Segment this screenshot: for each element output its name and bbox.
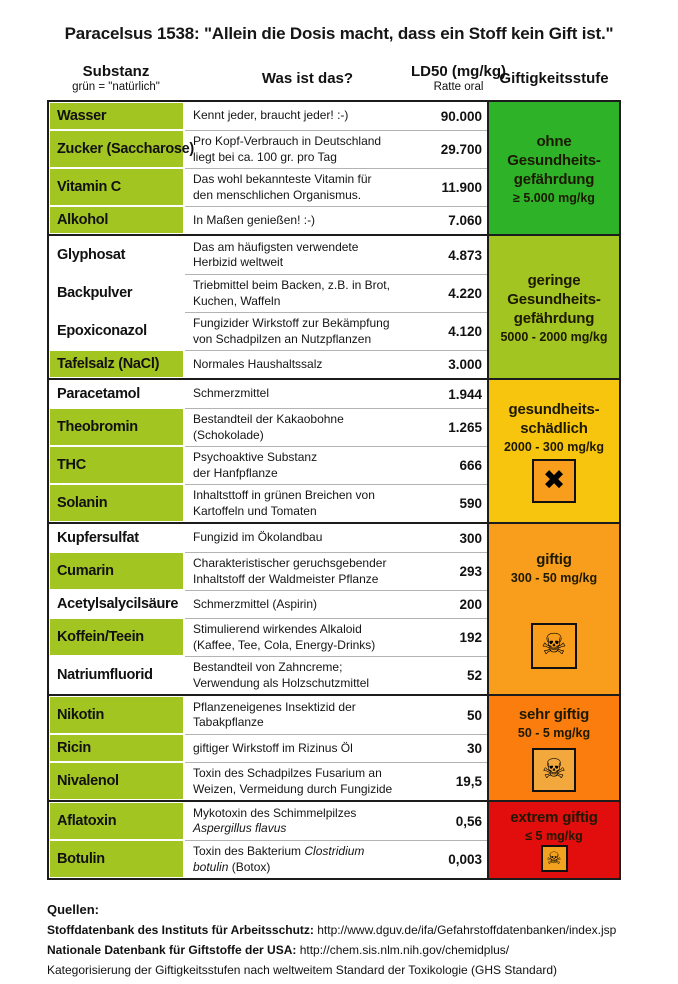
substance-cell: Acetylsalycilsäure — [57, 596, 179, 612]
ld50-value: 52 — [430, 656, 487, 694]
description-cell — [185, 408, 430, 446]
description-cell — [185, 350, 430, 378]
toxicity-group — [49, 522, 619, 694]
ld50-value: 29.700 — [430, 130, 487, 168]
description-cell — [185, 762, 430, 800]
sources-section — [47, 900, 658, 980]
category-label: giftig — [536, 550, 572, 568]
ld50-value: 1.265 — [430, 408, 487, 446]
ld50-value: 90.000 — [440, 108, 482, 124]
description-line: Schmerzmittel (Aspirin) — [193, 596, 318, 611]
category-range: 5000 - 2000 mg/kg — [500, 329, 608, 344]
substance-cell: THC — [50, 447, 183, 483]
description-line: Psychoaktive Substanz — [193, 450, 318, 464]
description-line: Mykotoxin des Schimmelpilzes — [193, 805, 357, 820]
substance-cell: Natriumfluorid — [57, 667, 153, 683]
ld50-value: 30 — [430, 734, 487, 762]
skull-glyph: ☠ — [541, 754, 567, 784]
column-header-ld50 — [411, 58, 507, 98]
description-line: Fungizider Wirkstoff zur Bekämpfung — [193, 316, 390, 330]
page-title: Paracelsus 1538: "Allein die Dosis macht, dass ein Stoff kein Gift ist." — [64, 24, 614, 43]
description-line: Herbizid weltweit — [193, 255, 284, 269]
source-label: Nationale Datenbank für Giftstoffe der USA: — [47, 943, 297, 957]
description-line: Das wohl bekannteste Vitamin für — [193, 172, 372, 186]
source-line — [47, 920, 658, 940]
category-label: geringe Gesundheits- gefährdung — [507, 271, 601, 327]
substance-cell: Koffein/Teein — [50, 619, 183, 655]
category-range: ≥ 5.000 mg/kg — [513, 190, 595, 205]
substance-cell: Aflatoxin — [50, 803, 183, 839]
substance-header-note: grün = "natürlich" — [72, 81, 160, 93]
what-header-label: Was ist das? — [261, 69, 354, 87]
description-line: Inhaltsttoff in grünen Breichen von — [193, 488, 375, 502]
description-cell — [185, 312, 430, 350]
substance-cell: Zucker (Saccharose) — [50, 131, 183, 167]
description-line: Toxin des Bakterium Clostridium — [193, 844, 365, 858]
description-line: der Hanfpflanze — [193, 465, 278, 480]
toxicity-category-cell — [487, 802, 619, 878]
description-cell — [185, 618, 430, 656]
substance-cell: Vitamin C — [50, 169, 183, 205]
description-line: giftiger Wirkstoff im Rizinus Öl — [193, 740, 353, 755]
description-cell — [185, 206, 430, 234]
category-range: 2000 - 300 mg/kg — [503, 439, 605, 454]
category-range: 300 - 50 mg/kg — [510, 570, 598, 585]
description-line: botulin (Botox) — [193, 859, 271, 874]
description-line: Charakteristischer geruchsgebender — [193, 556, 387, 570]
description-line: Kuchen, Waffeln — [193, 293, 281, 308]
description-line: Kennt jeder, braucht jeder! :-) — [193, 108, 349, 123]
substance-header-label: Substanz — [82, 63, 150, 80]
description-line: In Maßen genießen! :-) — [193, 212, 316, 227]
ld50-table — [47, 100, 621, 880]
species-name: Aspergillus flavus — [193, 821, 287, 835]
description-line: Inhaltstoff der Waldmeister Pflanze — [193, 571, 379, 586]
substance-cell: Backpulver — [57, 285, 133, 301]
description-line: den menschlichen Organismus. — [193, 187, 362, 202]
category-range: 50 - 5 mg/kg — [517, 725, 591, 740]
category-range: ≤ 5 mg/kg — [525, 829, 583, 843]
description-cell — [185, 168, 430, 206]
description-cell — [185, 840, 430, 878]
cross-glyph: ✖ — [542, 465, 566, 495]
description-line: Weizen, Vermeidung durch Fungizide — [193, 781, 393, 796]
description-line: (Schokolade) — [193, 427, 264, 442]
ld50-value: 590 — [430, 484, 487, 522]
description-cell — [185, 484, 430, 522]
species-name: Clostridium — [304, 844, 365, 858]
description-cell — [185, 802, 430, 840]
description-line: Das am häufigsten verwendete — [193, 239, 359, 254]
toxicity-group — [49, 800, 619, 878]
description-line: Fungizid im Ökolandbau — [193, 530, 323, 545]
description-cell — [185, 524, 430, 552]
ld50-value: 192 — [430, 618, 487, 656]
category-label: gesundheits- schädlich — [508, 400, 600, 437]
description-line: Bestandteil von Zahncreme; — [193, 660, 343, 674]
ld50-value: 7.060 — [430, 206, 487, 234]
substance-cell: Cumarin — [50, 553, 183, 589]
sources-heading: Quellen: — [47, 902, 100, 917]
description-line: Schmerzmittel — [193, 386, 270, 401]
ld50-header-note: Ratte oral — [433, 81, 484, 93]
description-cell — [185, 102, 430, 130]
substance-cell: Wasser — [50, 103, 183, 129]
description-line — [193, 821, 426, 837]
toxicity-category-cell — [487, 236, 619, 378]
ld50-value: 19,5 — [430, 762, 487, 800]
description-cell — [185, 236, 430, 274]
ld50-value: 200 — [430, 590, 487, 618]
species-name: botulin — [193, 859, 229, 874]
description-cell — [185, 696, 430, 734]
toxicity-category-cell — [487, 524, 619, 694]
source-url: http://chem.sis.nlm.nih.gov/chemidplus/ — [296, 943, 510, 957]
description-line: Pflanzeneigenes Insektizid der — [193, 699, 356, 714]
substance-cell: Nivalenol — [50, 763, 183, 799]
substance-cell: Botulin — [50, 841, 183, 877]
ld50-value: 4.120 — [430, 312, 487, 350]
substance-cell: Solanin — [50, 485, 183, 521]
ld50-value: 293 — [430, 552, 487, 590]
toxicity-group — [49, 234, 619, 378]
ld50-header-label: LD50 (mg/kg) — [411, 63, 507, 80]
toxicity-group — [49, 694, 619, 800]
skull-crossbones-icon — [531, 623, 577, 669]
description-line: Pro Kopf-Verbrauch in Deutschland — [193, 134, 382, 148]
substance-cell: Epoxiconazol — [57, 323, 147, 339]
ld50-value: 0,56 — [455, 813, 482, 829]
ld50-value: 4.873 — [448, 247, 482, 263]
source-label: Stoffdatenbank des Instituts für Arbeitsschutz: — [47, 923, 314, 937]
skull-crossbones-icon — [541, 845, 568, 872]
column-header-substance — [47, 58, 185, 98]
substance-cell: Glyphosat — [57, 247, 126, 263]
description-line: Triebmittel beim Backen, z.B. in Brot, — [193, 278, 390, 292]
description-line: (Kaffee, Tee, Cola, Energy-Drinks) — [193, 637, 376, 652]
harmful-cross-icon — [532, 459, 576, 503]
description-line: Bestandteil der Kakaobohne — [193, 412, 344, 426]
description-line: von Schadpilzen an Nutzpflanzen — [193, 331, 372, 346]
description-cell — [185, 380, 430, 408]
substance-cell: Tafelsalz (NaCl) — [50, 351, 183, 377]
description-cell — [185, 446, 430, 484]
description-line: Tabakpflanze — [193, 715, 264, 729]
description-line: Toxin des Schadpilzes Fusarium an — [193, 766, 382, 780]
description-line: Normales Haushaltssalz — [193, 356, 323, 371]
skull-crossbones-icon — [532, 748, 576, 792]
description-cell — [185, 656, 430, 694]
category-label: ohne Gesundheits- gefährdung — [507, 132, 601, 188]
toxicity-category-cell — [487, 380, 619, 522]
infographic-page — [0, 24, 678, 984]
skull-glyph: ☠ — [546, 849, 562, 868]
description-cell — [185, 130, 430, 168]
toxicity-header-label: Giftigkeitsstufe — [499, 69, 609, 87]
skull-glyph: ☠ — [541, 629, 567, 661]
ld50-value: 666 — [430, 446, 487, 484]
toxicity-category-cell — [487, 102, 619, 234]
sources-note: Kategorisierung der Giftigkeitsstufen nach weltweitem Standard der Toxikologie (GHS Standard) — [47, 963, 558, 977]
description-line: Kartoffeln und Tomaten — [193, 503, 317, 518]
category-label: extrem giftig — [510, 809, 598, 826]
description-cell — [185, 590, 430, 618]
description-cell — [185, 274, 430, 312]
column-headers — [47, 58, 621, 98]
substance-cell: Ricin — [50, 735, 183, 761]
toxicity-category-cell — [487, 696, 619, 800]
description-cell — [185, 552, 430, 590]
description-line: Verwendung als Holzschutzmittel — [193, 675, 370, 690]
substance-cell: Paracetamol — [57, 386, 140, 402]
substance-cell: Kupfersulfat — [57, 530, 139, 546]
description-line: liegt bei ca. 100 gr. pro Tag — [193, 149, 337, 164]
ld50-value: 1.944 — [448, 386, 482, 402]
ld50-value: 11.900 — [430, 168, 487, 206]
ld50-value: 3.000 — [430, 350, 487, 378]
source-url: http://www.dguv.de/ifa/Gefahrstoffdatenbanken/index.jsp — [313, 923, 617, 937]
description-cell — [185, 734, 430, 762]
source-line — [47, 940, 658, 960]
ld50-value: 50 — [466, 707, 482, 723]
description-line: Stimulierend wirkendes Alkaloid — [193, 622, 362, 636]
category-label: sehr giftig — [518, 705, 590, 723]
ld50-value: 4.220 — [430, 274, 487, 312]
ld50-value: 300 — [459, 530, 482, 546]
substance-cell: Theobromin — [50, 409, 183, 445]
toxicity-group — [49, 102, 619, 234]
substance-cell: Alkohol — [50, 207, 183, 233]
substance-cell: Nikotin — [50, 697, 183, 733]
ld50-value: 0,003 — [430, 840, 487, 878]
column-header-what — [185, 58, 430, 98]
column-header-toxicity — [487, 58, 621, 98]
toxicity-group — [49, 378, 619, 522]
